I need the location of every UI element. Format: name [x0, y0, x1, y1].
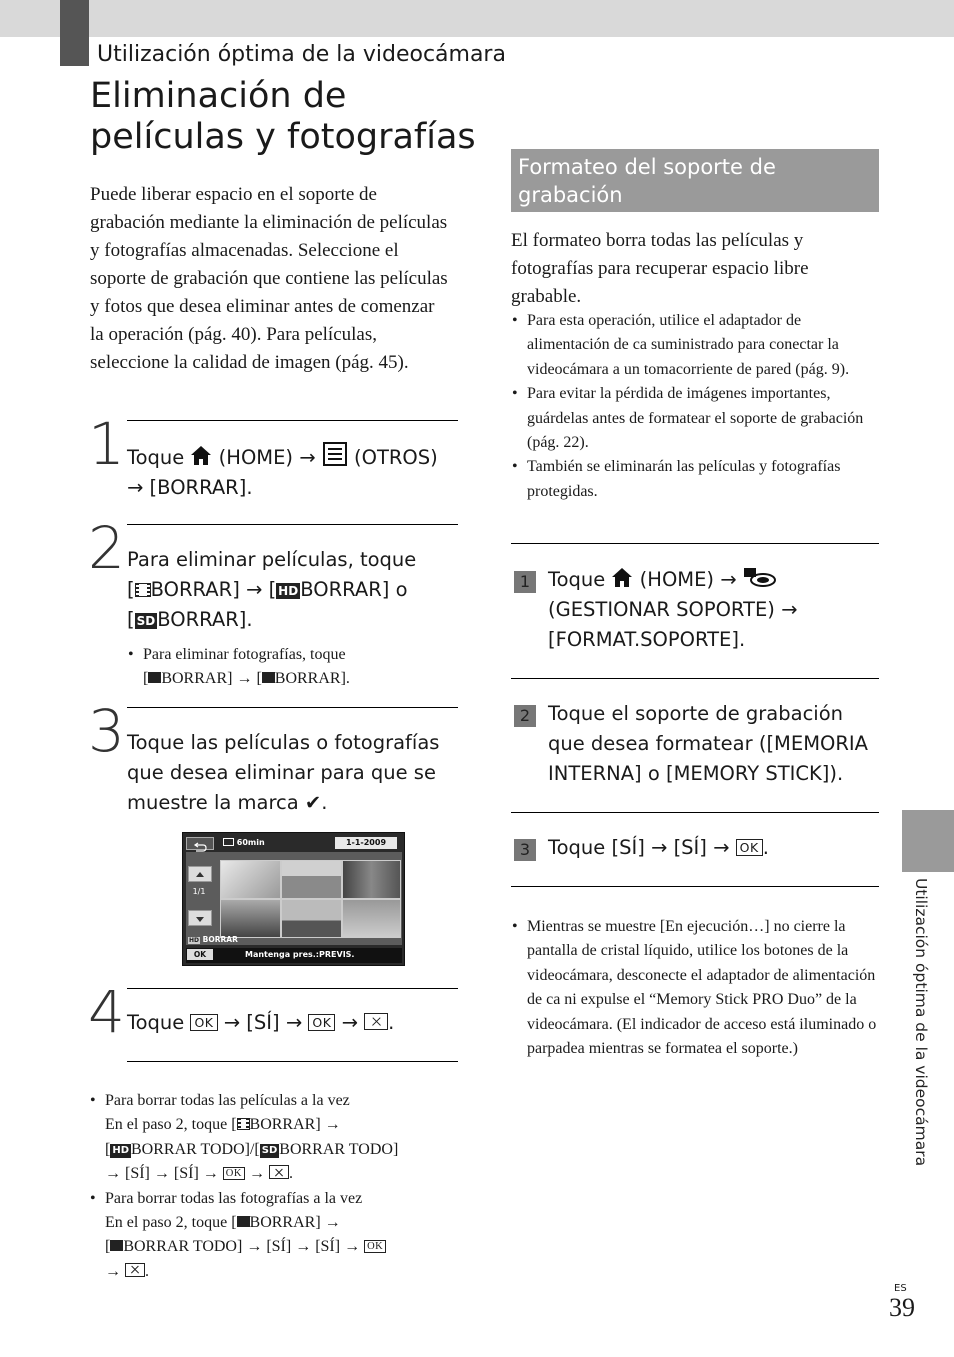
page-number: 39	[889, 1293, 915, 1322]
list-item: • Para borrar todas las fotografías a la vez En el paso 2, toque [ BORRAR] → [ BORRAR TODO] → [SÍ] → [SÍ] → OK → .	[89, 1187, 461, 1285]
thumbnail[interactable]	[342, 899, 401, 938]
thumbnail[interactable]	[220, 899, 281, 938]
photo-icon	[262, 672, 275, 683]
step-2-text	[127, 545, 467, 635]
sd-icon: SD	[136, 614, 156, 628]
step-text-part: (OTROS)	[354, 446, 438, 469]
step-number-badge: 3	[514, 839, 536, 861]
screen-hint: Mantenga pres.:PREVIS.	[245, 950, 355, 959]
bottom-notes	[89, 1089, 461, 1284]
close-icon	[364, 1013, 388, 1030]
header-accent-block	[60, 0, 89, 66]
note-text: BORRAR]	[249, 1214, 321, 1232]
photo-icon	[237, 1216, 250, 1227]
side-tab	[902, 810, 954, 872]
up-arrow-icon	[189, 868, 211, 882]
note-text: [	[105, 1238, 111, 1256]
step-divider	[127, 988, 458, 989]
arrow-icon: →	[153, 1165, 170, 1183]
note-text: BORRAR]	[161, 670, 233, 688]
note-text: [	[143, 670, 149, 688]
step-number: 1	[88, 410, 125, 478]
remaining-text: 60min	[236, 838, 265, 847]
step-divider	[127, 707, 458, 708]
screen-label	[188, 935, 238, 944]
list-item: • También se eliminarán las películas y fotografías protegidas.	[511, 455, 881, 504]
list-item: • Para evitar la pérdida de imágenes importantes, guárdelas antes de formatear el soporte de grabación (pág. 22).	[511, 382, 881, 455]
step-text-part: .	[762, 836, 769, 859]
note-text: BORRAR]	[249, 1116, 321, 1134]
list-item: • Mientras se muestre [En ejecución…] no cierre la pantalla de cristal líquido, utilice los botones de la videocámara, desconecte el adaptador de alimentación de ca ni expulse el “Memory Stick PRO Duo” de la videocámara. (El indicador de acceso está iluminado o parpadea mientras se formatea el soporte.)	[511, 915, 877, 1061]
step-text-part: [BORRAR].	[149, 476, 253, 499]
arrow-icon: →	[127, 476, 144, 499]
format-step-2-text: Toque el soporte de grabación que desea formatear ([MEMORIA INTERNA] o [MEMORY STICK]).	[548, 702, 869, 785]
step-divider	[511, 543, 879, 544]
format-heading	[511, 149, 879, 212]
step-text-part: Toque	[127, 1011, 185, 1034]
language-code: ES	[894, 1283, 907, 1294]
arrow-icon: →	[246, 578, 263, 601]
step-divider	[127, 420, 458, 421]
home-icon	[190, 445, 212, 466]
step-text-part: BORRAR]	[150, 578, 240, 601]
format-final-note	[511, 915, 877, 1061]
arrow-icon: →	[651, 836, 668, 859]
step-text-part: Toque las películas o fotografías que desea eliminar para que se muestre la marca	[127, 731, 440, 814]
ok-button-icon: OK	[364, 1240, 386, 1253]
screen-label-text: BORRAR	[202, 935, 238, 944]
step-text-part: Toque	[127, 446, 185, 469]
note-text: BORRAR TODO]	[123, 1238, 243, 1256]
note-text: BORRAR TODO]/[	[131, 1140, 260, 1158]
intro-paragraph: Puede liberar espacio en el soporte de grabación mediante la eliminación de películas y fotografías almacenadas. Seleccione el soporte de grabación que contiene las películas y fotos que desea eliminar antes de comenzar la operación (pág. 40). Para películas, seleccione la calidad de imagen (pág. 45).	[90, 184, 448, 373]
ok-button-icon: OK	[308, 1014, 335, 1031]
side-label: Utilización óptima de la videocámara	[912, 878, 930, 1167]
step-2-notes	[127, 643, 457, 692]
step-text-part: .	[388, 1011, 395, 1034]
arrow-icon: →	[713, 836, 730, 859]
home-icon	[611, 567, 633, 588]
ok-button-icon: OK	[736, 839, 763, 856]
step-text-part: [SÍ]	[246, 1011, 280, 1034]
sd-icon: SD	[261, 1144, 278, 1156]
others-icon	[322, 441, 348, 467]
step-text-part: Para eliminar películas, toque	[127, 548, 417, 571]
step-1-text	[127, 441, 467, 503]
date-display: 1-1-2009	[335, 837, 397, 849]
arrow-icon: →	[236, 670, 253, 688]
page-indicator: 1/1	[192, 887, 206, 896]
arrow-icon: →	[324, 1116, 341, 1134]
down-arrow-icon	[189, 912, 211, 926]
camera-screen-illustration	[182, 832, 405, 966]
step-text-part: (GESTIONAR SOPORTE)	[548, 598, 775, 621]
arrow-icon: →	[105, 1262, 121, 1280]
thumbnail[interactable]	[281, 860, 342, 899]
arrow-icon: →	[720, 568, 737, 591]
arrow-icon: →	[341, 1011, 358, 1034]
note-text: [SÍ]	[173, 1165, 199, 1183]
arrow-icon: →	[223, 1011, 241, 1034]
scroll-up-button[interactable]	[188, 866, 212, 882]
ok-button-icon: OK	[190, 1014, 217, 1031]
step-number-badge: 1	[514, 571, 536, 593]
step-number-badge: 2	[514, 705, 536, 727]
battery-icon	[223, 838, 234, 846]
note-text: [SÍ]	[315, 1238, 341, 1256]
thumbnail[interactable]	[220, 860, 281, 899]
step-3-text	[127, 728, 467, 818]
step-text-part: [SÍ]	[673, 836, 707, 859]
format-bullets	[511, 309, 881, 504]
thumbnail[interactable]	[342, 860, 401, 899]
step-divider	[127, 524, 458, 525]
hd-icon: HD	[112, 1144, 129, 1156]
note-text: [	[256, 670, 262, 688]
step-text-part: (HOME)	[218, 446, 294, 469]
photo-icon	[110, 1240, 123, 1251]
format-intro: El formateo borra todas las películas y fotografías para recuperar espacio libre grabable.	[511, 230, 809, 307]
arrow-icon: →	[324, 1214, 341, 1232]
movie-icon	[237, 1118, 250, 1130]
note-text: [SÍ]	[125, 1165, 150, 1183]
back-button[interactable]	[186, 837, 214, 850]
arrow-icon: →	[202, 1165, 219, 1183]
movie-icon	[135, 583, 151, 597]
step-text-part: [	[268, 578, 277, 601]
step-divider	[511, 812, 879, 813]
list-item: • Para esta operación, utilice el adaptador de alimentación de ca suministrado para conectar la videocámara a un tomacorriente de pared (pág. 9).	[511, 309, 881, 382]
media-management-icon	[743, 566, 777, 588]
step-text-part: BORRAR].	[157, 608, 253, 631]
arrow-icon: →	[246, 1238, 263, 1256]
step-number: 3	[88, 697, 125, 765]
step-text-part: Toque	[548, 568, 606, 591]
arrow-icon: →	[248, 1165, 265, 1183]
close-icon	[269, 1165, 289, 1179]
step-divider	[511, 886, 879, 887]
hd-icon: HD	[278, 584, 299, 598]
step-number: 2	[88, 514, 125, 582]
step-text-part: [	[127, 578, 135, 601]
remaining-time	[223, 838, 265, 847]
note-text: [SÍ]	[266, 1238, 292, 1256]
ok-button-icon: OK	[223, 1167, 245, 1180]
step-text-part: BORRAR] o	[300, 578, 408, 601]
note-text: Para borrar todas las fotografías a la vez	[105, 1189, 363, 1207]
arrow-icon: →	[299, 446, 316, 469]
check-mark-icon: ✔	[304, 791, 322, 814]
note-text: En el paso 2, toque [	[105, 1116, 237, 1134]
scroll-down-button[interactable]	[188, 910, 212, 926]
note-text: Para eliminar fotografías, toque	[143, 646, 346, 663]
step-divider	[511, 678, 879, 679]
step-text-part: [	[127, 608, 135, 631]
format-heading-text: Formateo del soporte de grabación	[518, 155, 776, 207]
format-step-3-text	[548, 833, 878, 863]
arrow-icon: →	[344, 1238, 361, 1256]
step-text-part: [FORMAT.SOPORTE].	[548, 628, 746, 651]
note-text: BORRAR].	[274, 670, 350, 688]
thumbnail[interactable]	[281, 899, 342, 938]
arrow-icon: →	[105, 1165, 121, 1183]
arrow-icon: →	[285, 1011, 303, 1034]
step-number: 4	[88, 978, 125, 1046]
step-4-text	[127, 1008, 467, 1038]
step-divider	[127, 1061, 458, 1062]
arrow-icon: →	[295, 1238, 312, 1256]
photo-icon	[148, 672, 161, 683]
ok-button[interactable]: OK	[187, 949, 213, 960]
note-text: Para borrar todas las películas a la vez	[105, 1092, 350, 1109]
arrow-icon: →	[781, 598, 798, 621]
close-icon	[125, 1263, 145, 1277]
list-item: • Para borrar todas las películas a la vez En el paso 2, toque [ BORRAR] → [ HD BORRAR TODO]/[ SD BORRAR TODO] → [SÍ] → [SÍ] → OK → .	[89, 1089, 461, 1187]
note-text: En el paso 2, toque [	[105, 1214, 237, 1232]
step-text-part: .	[321, 791, 328, 814]
hd-icon: HD	[189, 937, 200, 944]
note-text: [	[105, 1140, 111, 1158]
list-item	[127, 643, 457, 692]
section-title: Utilización óptima de la videocámara	[97, 42, 506, 67]
step-text-part: (HOME)	[639, 568, 715, 591]
format-step-1-text	[548, 565, 878, 655]
header-bar	[0, 0, 954, 37]
page-title: Eliminación de películas y fotografías	[90, 76, 476, 157]
step-text-part: Toque [SÍ]	[548, 836, 645, 859]
note-text: BORRAR TODO]	[279, 1140, 399, 1158]
